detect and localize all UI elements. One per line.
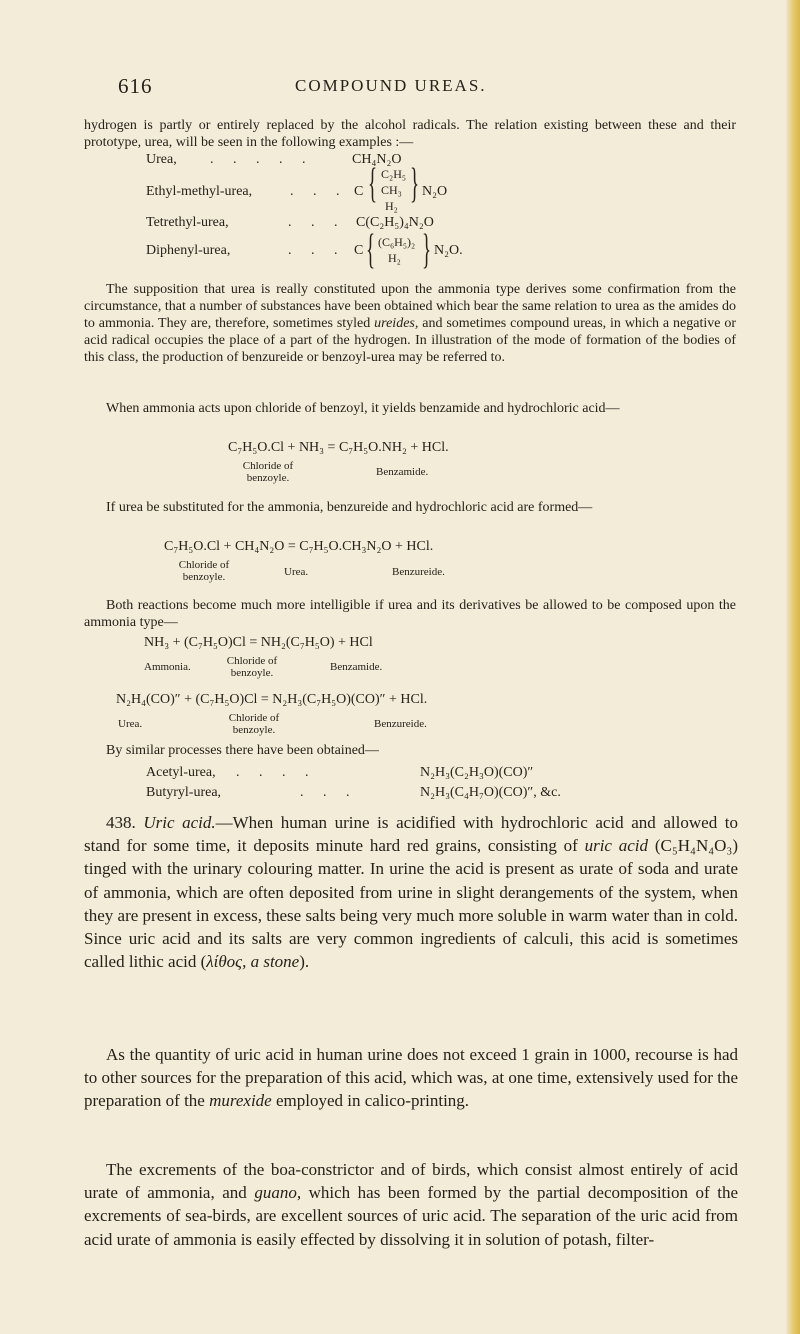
formula-tail: N₂O. — [434, 243, 463, 258]
italic-term: ureides, — [374, 316, 419, 331]
group-member: (C₆H₅)₂ — [378, 235, 416, 249]
paragraph: As the quantity of uric acid in human urine does not exceed 1 grain in 1000, recourse is had to other sources for the preparation of this acid, which was, at one time, extensively used for the preparation of the murexide employed in calico-printing. — [84, 1045, 738, 1111]
group-member: C₂H₅ — [381, 167, 407, 181]
right-brace: } — [410, 161, 420, 207]
section-uric-acid: 438. Uric acid.—When human urine is acidified with hydrochloric acid and allowed to stand for some time, it deposits minute hard red grains, consisting of uric acid (C₅H₄N₄O₃) tinged with the urinary colouring matter. In urine the acid is present as urate of soda and urate of ammonia, which are often deposited from urine in slight derangements of the system, when they are present in excess, these salts being very much more soluble in warm water than in cold. Since uric acid and its salts are very common ingredients of calculi, this acid is sometimes called lithic acid (λίθος, a stone). — [84, 813, 739, 972]
leader-dots: . . . . . — [210, 152, 314, 167]
leader-dots: . . . — [288, 215, 346, 230]
example-formula: C(C₂H₅)₄N₂O — [356, 215, 434, 230]
group-member: H₂ — [388, 251, 401, 265]
right-brace: } — [422, 227, 432, 273]
equation-label: Ammonia. — [144, 661, 191, 673]
example-name: Urea, — [146, 152, 177, 167]
compound-name: Butyryl-urea, — [146, 785, 222, 800]
left-brace: { — [368, 161, 378, 207]
leader-dots: . . . — [300, 785, 358, 800]
paragraph: By similar processes there have been obtained— — [106, 743, 379, 758]
paragraph: The excrements of the boa-constrictor and of birds, which consist almost entirely of acid urate of ammonia, and guano, which has been formed by the partial decomposition of the excrements of sea-birds, are excellent sources of uric acid. The separation of the uric acid from acid urate of ammonia is easily effected by dissolving it in solution of potash, filter- — [84, 1160, 738, 1249]
paragraph: When ammonia acts upon chloride of benzoyl, it yields benzamide and hydrochloric acid— — [106, 401, 620, 416]
equation-label: Benzamide. — [330, 661, 383, 673]
leader-dots: . . . — [290, 184, 348, 199]
page-edge — [786, 0, 800, 1334]
paragraph: If urea be substituted for the ammonia, benzureide and hydrochloric acid are formed— — [106, 500, 593, 515]
example-name: Diphenyl-urea, — [146, 243, 231, 258]
example-name: Tetrethyl-urea, — [146, 215, 229, 230]
equation-label: Benzureide. — [374, 718, 427, 730]
equation: C₇H₅O.Cl + NH₃ = C₇H₅O.NH₂ + HCl. — [228, 440, 449, 455]
compound-formula: N₂H₃(C₄H₇O)(CO)″, &c. — [420, 785, 561, 800]
equation-label: Chloride of benzoyle. — [226, 655, 278, 679]
equation-label: Chloride of benzoyle. — [178, 559, 230, 583]
formula-tail: N₂O — [422, 184, 448, 199]
running-header — [0, 74, 800, 104]
example-name: Ethyl-methyl-urea, — [146, 184, 253, 199]
equation: N₂H₄(CO)″ + (C₇H₅O)Cl = N₂H₃(C₇H₅O)(CO)″ + HCl. — [116, 692, 428, 707]
equation-label: Urea. — [118, 718, 143, 730]
example-formula: CH₄N₂O — [352, 152, 402, 167]
formula-carbon: C — [354, 184, 364, 199]
paragraph: Both reactions become much more intelligible if urea and its derivatives be allowed to be composed upon the ammonia type— — [84, 598, 736, 630]
equation-label: Benzureide. — [392, 566, 445, 578]
paragraph: The supposition that urea is really constituted upon the ammonia type derives some confirmation from the circumstance, that a number of substances have been obtained which bear the same relation to urea as the amides do to ammonia. They are, therefore, sometimes styled ureides, and sometimes compound ureas, in which a negative or acid radical occupies the place of a part of the hydrogen. In illustration of the mode of formation of the bodies of this class, the production of benzureide or benzoyl-urea may be referred to. — [84, 282, 736, 365]
group-member: CH₃ — [381, 183, 402, 197]
leader-dots: . . . — [288, 243, 346, 258]
equation-label: Chloride of benzoyle. — [242, 460, 294, 484]
left-brace: { — [366, 227, 376, 273]
equation: C₇H₅O.Cl + CH₄N₂O = C₇H₅O.CH₃N₂O + HCl. — [164, 539, 434, 554]
formula-carbon: C — [354, 243, 364, 258]
leader-dots: . . . . — [236, 765, 317, 780]
group-member: H₂ — [385, 199, 398, 213]
intro-paragraph: hydrogen is partly or entirely replaced by the alcohol radicals. The relation existing between these and their prototype, urea, will be seen in the following examples :— — [84, 118, 736, 150]
compound-name: Acetyl-urea, — [146, 765, 216, 780]
page-number: 616 — [118, 74, 153, 98]
equation: NH₃ + (C₇H₅O)Cl = NH₂(C₇H₅O) + HCl — [144, 635, 373, 650]
compound-formula: N₂H₃(C₂H₃O)(CO)″ — [420, 765, 534, 780]
equation-label: Chloride of benzoyle. — [228, 712, 280, 736]
equation-label: Benzamide. — [376, 466, 429, 478]
section-title: Uric acid. — [143, 813, 216, 832]
equation-label: Urea. — [284, 566, 309, 578]
section-number: 438. — [106, 813, 136, 832]
running-title: COMPOUND UREAS. — [295, 76, 487, 95]
